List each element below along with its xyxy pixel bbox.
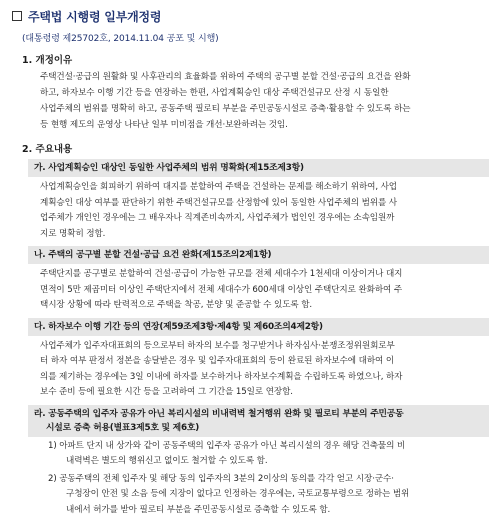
- item-body-na: [40, 267, 489, 314]
- text-line: 주택건설·공급의 원활화 및 사후관리의 효율화를 위하여 주택의 공구별 분할 건설·공급의 요건을 완화: [40, 69, 489, 85]
- text-line: 주택단지를 공구별로 분할하여 건설·공급이 가능한 규모를 전체 세대수가 1천세대 이상이거나 대지: [40, 267, 489, 283]
- text-line: 의를 제기하는 경우에는 3일 이내에 하자를 보수하거나 하자보수계획을 수립하도록 하였으나, 하자: [40, 370, 489, 386]
- item-body-ga: [40, 180, 489, 242]
- text-line: 계획승인 대상 여부를 판단하기 위한 주택건설규모를 산정함에 있어 동일한 사업주체의 범위를 사: [40, 196, 489, 212]
- text-line: 면적이 5만 제곱미터 이상인 주택단지에서 전체 세대수가 600세대 이상인 주택단지로 완화하여 주: [40, 283, 489, 299]
- text-line: 1) 아파트 단지 내 상가와 같이 공동주택의 입주자 공유가 아닌 복리시설의 경우 해당 건축물의 비: [48, 439, 489, 455]
- text-line: 구청장이 안전 및 소음 등에 지장이 없다고 인정하는 경우에는, 국토교통부령으로 정하는 범위: [48, 487, 489, 503]
- item-heading-text: 다. 하자보수 이행 기간 등의 연장(제59조제3항·제4항 및 제60조의4제2항): [34, 320, 483, 334]
- item-heading-da: [28, 318, 489, 336]
- item-heading-text-cont: 시설로 증축 허용(별표3제5호 및 제6호): [34, 421, 483, 435]
- item-heading-ga: [28, 159, 489, 177]
- numbered-item-2: [48, 472, 489, 518]
- item-heading-na: [28, 246, 489, 264]
- item-body-da: [40, 339, 489, 401]
- item-heading-ra: [28, 405, 489, 437]
- text-line: 사업주체가 입주자대표회의 등으로부터 하자의 보수를 청구받거나 하자심사·분쟁조정위원회로부: [40, 339, 489, 355]
- text-line: 사업주체의 범위를 명확히 하고, 공동주택 필로티 부분을 주민공동시설로 증축·활용할 수 있도록 하는: [40, 101, 489, 117]
- text-line: 보수 준비 등에 필요한 시간 등을 고려하여 그 기간을 15일로 연장함.: [40, 385, 489, 401]
- text-line: 2) 공동주택의 전체 입주자 및 해당 동의 입주자의 3분의 2이상의 동의를 각각 얻고 시장·군수·: [48, 472, 489, 488]
- text-line: 하고, 하자보수 이행 기간 등을 연장하는 한편, 사업계획승인 대상 주택건설규모 산정 시 동일한: [40, 85, 489, 101]
- reason-paragraph: [40, 69, 489, 133]
- item-heading-text: 라. 공동주택의 입주자 공유가 아닌 복리시설의 비내력벽 철거행위 완화 및 필로티 부분의 주민공동: [34, 407, 483, 421]
- section-heading-main: 2. 주요내용: [22, 141, 489, 155]
- text-line: 내력벽은 별도의 행위신고 없이도 철거할 수 있도록 함.: [48, 454, 489, 470]
- text-line: 내에서 허가를 받아 필로티 부분을 주민공동시설로 증축할 수 있도록 함.: [48, 503, 489, 518]
- text-line: 지로 명확히 정함.: [40, 227, 489, 243]
- text-line: 업주체가 개인인 경우에는 그 배우자나 직계존비속까지, 사업주체가 법인인 경우에는 소속임원까: [40, 211, 489, 227]
- item-heading-text: 나. 주택의 공구별 분할 건설·공급 요건 완화(제15조의2제1항): [34, 248, 483, 262]
- title-row: [12, 6, 489, 26]
- numbered-item-1: [48, 439, 489, 470]
- document-subtitle: (대통령령 제25702호, 2014.11.04 공포 및 시행): [22, 31, 489, 44]
- text-line: 택시장 상황에 따라 탄력적으로 주택을 착공, 분양 및 준공할 수 있도록 함.: [40, 298, 489, 314]
- text-line: 등 현행 제도의 운영상 나타난 일부 미비점을 개선·보완하려는 것임.: [40, 117, 489, 133]
- text-line: 터 하자 여부 판정서 정본을 송달받은 경우 및 입주자대표회의 등이 완료된 하자보수에 대하여 이: [40, 354, 489, 370]
- document-title: 주택법 시행령 일부개정령: [28, 8, 161, 25]
- checkbox-square-icon: [12, 11, 22, 21]
- text-line: 사업계획승인을 회피하기 위하여 대지를 분할하여 주택을 건설하는 문제를 해소하기 위하여, 사업: [40, 180, 489, 196]
- section-heading-reason: 1. 개정이유: [22, 52, 489, 66]
- item-heading-text: 가. 사업계획승인 대상인 동일한 사업주체의 범위 명확화(제15조제3항): [34, 161, 483, 175]
